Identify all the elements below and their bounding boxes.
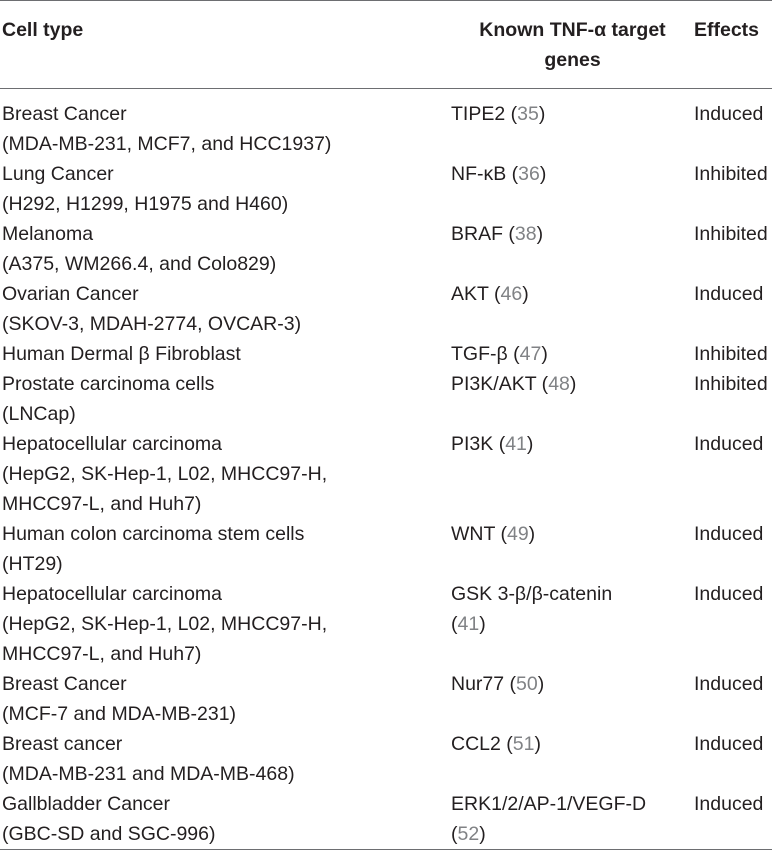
target-gene-name: TIPE2 ( (451, 103, 518, 125)
table-row (0, 159, 772, 219)
reference-link[interactable]: 41 (505, 433, 527, 455)
effect-cell: Inhibited (694, 343, 768, 365)
table-row (0, 579, 772, 669)
target-gene-cell (451, 89, 694, 160)
target-gene-cell (451, 729, 694, 789)
effect-cell: Induced (694, 583, 764, 605)
cell-type-detail: (MCF-7 and MDA-MB-231) (2, 703, 237, 725)
reference-link[interactable]: 46 (500, 283, 523, 305)
header-known-genes-line1: Known TNF-α target (479, 19, 666, 41)
cell-type-detail: (GBC-SD and SGC-996) (2, 823, 216, 845)
effect-cell: Inhibited (694, 373, 768, 395)
table-row (0, 789, 772, 850)
header-effects: Effects (694, 19, 760, 41)
target-gene-cell (451, 369, 694, 429)
target-gene-cell (451, 339, 694, 369)
target-gene-cell (451, 579, 694, 669)
table-row (0, 279, 772, 339)
target-gene-name: AKT ( (451, 283, 501, 305)
table-row (0, 429, 772, 519)
cell-type-detail: (A375, WM266.4, and Colo829) (2, 253, 277, 275)
effect-cell: Induced (694, 793, 764, 815)
reference-link[interactable]: 47 (519, 343, 542, 365)
reference-link[interactable]: 48 (548, 373, 570, 395)
target-gene-cell (451, 279, 694, 339)
reference-link[interactable]: 51 (512, 733, 535, 755)
cell-type-detail: (MDA-MB-231, MCF7, and HCC1937) (2, 133, 332, 155)
cell-type-name: Hepatocellular carcinoma (2, 583, 223, 605)
cell-type-name: Lung Cancer (2, 163, 114, 185)
target-gene-paren-close: ) (534, 733, 541, 755)
header-cell-type: Cell type (2, 19, 84, 41)
cell-type-name: Breast cancer (2, 733, 123, 755)
table-row (0, 89, 772, 160)
cell-type-cell (0, 429, 451, 519)
effect-cell: Induced (694, 673, 764, 695)
cell-type-cell (0, 669, 451, 729)
target-gene-paren-close: ) (479, 613, 486, 635)
table-row (0, 369, 772, 429)
effect-cell: Induced (694, 733, 764, 755)
target-gene-cell (451, 669, 694, 729)
cell-type-cell (0, 579, 451, 669)
cell-type-cell (0, 789, 451, 850)
table-row (0, 729, 772, 789)
table-header-row (0, 1, 772, 89)
target-gene-name: Nur77 ( (451, 673, 517, 695)
effect-cell: Induced (694, 283, 764, 305)
header-known-genes-line2: genes (544, 49, 601, 71)
cell-type-cell (0, 339, 451, 369)
reference-link[interactable]: 49 (506, 523, 529, 545)
cell-type-cell (0, 89, 451, 160)
target-gene-paren-close: ) (479, 823, 486, 845)
reference-link[interactable]: 52 (457, 823, 480, 845)
cell-type-cell (0, 369, 451, 429)
reference-link[interactable]: 38 (514, 223, 537, 245)
cell-type-cell (0, 219, 451, 279)
cell-type-detail: (HepG2, SK-Hep-1, L02, MHCC97-H, (2, 613, 328, 635)
cell-type-detail: (HT29) (2, 553, 63, 575)
target-gene-paren: ( (451, 613, 458, 635)
target-gene-paren-close: ) (569, 373, 577, 395)
effect-cell: Inhibited (694, 163, 768, 185)
target-gene-cell (451, 519, 694, 579)
cell-type-name: Gallbladder Cancer (2, 793, 171, 815)
cell-type-cell (0, 519, 451, 579)
table-row (0, 219, 772, 279)
target-gene-paren-close: ) (538, 103, 546, 125)
cell-type-detail: (H292, H1299, H1975 and H460) (2, 193, 289, 215)
target-gene-paren-close: ) (526, 433, 534, 455)
cell-type-name: Breast Cancer (2, 103, 127, 125)
cell-type-name: Melanoma (2, 223, 94, 245)
target-gene-name: GSK 3-β/β-catenin (451, 583, 613, 605)
table-row (0, 669, 772, 729)
target-gene-paren-close: ) (536, 223, 544, 245)
reference-link[interactable]: 50 (516, 673, 538, 695)
target-gene-name: PI3K/AKT ( (451, 373, 549, 395)
cell-type-detail: (HepG2, SK-Hep-1, L02, MHCC97-H, (2, 463, 328, 485)
target-gene-paren-close: ) (539, 163, 547, 185)
cell-type-name: Human colon carcinoma stem cells (2, 523, 305, 545)
target-gene-paren-close: ) (541, 343, 548, 365)
cell-type-name: Prostate carcinoma cells (2, 373, 215, 395)
target-gene-name: WNT ( (451, 523, 507, 545)
target-gene-name: CCL2 ( (451, 733, 513, 755)
target-gene-paren: ( (451, 823, 458, 845)
reference-link[interactable]: 35 (517, 103, 539, 125)
cell-type-cell (0, 729, 451, 789)
target-gene-name: TGF-β ( (451, 343, 520, 365)
target-gene-cell (451, 429, 694, 519)
effect-cell: Induced (694, 523, 764, 545)
effect-cell: Induced (694, 103, 764, 125)
target-gene-cell (451, 789, 694, 850)
target-gene-name: ERK1/2/AP-1/VEGF-D (451, 793, 647, 815)
target-gene-name: NF-κB ( (451, 163, 519, 185)
cell-type-name: Breast Cancer (2, 673, 127, 695)
cell-type-name: Hepatocellular carcinoma (2, 433, 223, 455)
target-gene-paren-close: ) (522, 283, 529, 305)
cell-type-cell (0, 159, 451, 219)
target-gene-paren-close: ) (528, 523, 536, 545)
effect-cell: Inhibited (694, 223, 768, 245)
reference-link[interactable]: 36 (518, 163, 540, 185)
cell-type-name: Ovarian Cancer (2, 283, 139, 305)
target-gene-name: PI3K ( (451, 433, 506, 455)
cell-type-cell (0, 279, 451, 339)
cell-type-name: Human Dermal β Fibroblast (2, 343, 241, 365)
target-gene-cell (451, 219, 694, 279)
effect-cell: Induced (694, 433, 764, 455)
target-gene-paren-close: ) (537, 673, 545, 695)
cell-type-detail: MHCC97-L, and Huh7) (2, 643, 202, 665)
cell-type-detail: (LNCap) (2, 403, 76, 425)
cell-type-detail: MHCC97-L, and Huh7) (2, 493, 202, 515)
table-row (0, 519, 772, 579)
table-row (0, 339, 772, 369)
reference-link[interactable]: 41 (457, 613, 480, 635)
header-known-genes (451, 1, 694, 89)
cell-type-detail: (SKOV-3, MDAH-2774, OVCAR-3) (2, 313, 302, 335)
target-gene-name: BRAF ( (451, 223, 515, 245)
target-gene-cell (451, 159, 694, 219)
cell-type-detail: (MDA-MB-231 and MDA-MB-468) (2, 763, 295, 785)
